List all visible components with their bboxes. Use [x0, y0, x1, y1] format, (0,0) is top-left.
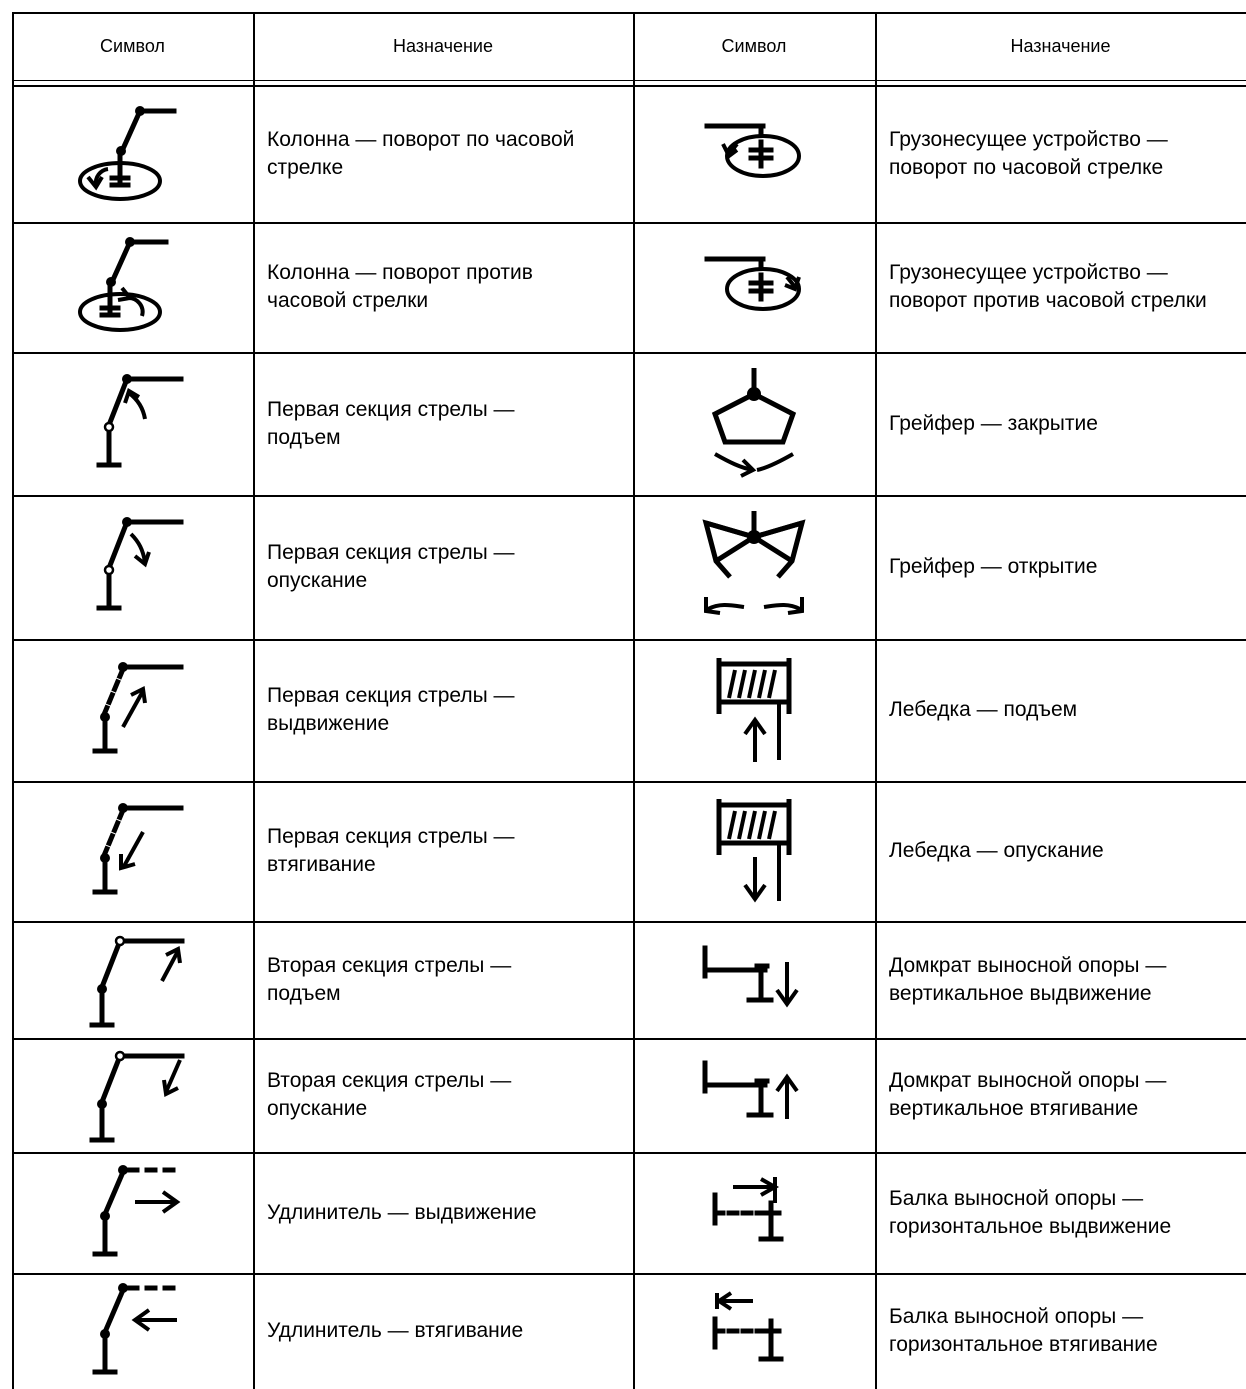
symbol-cell	[633, 1273, 875, 1389]
winch-lower-icon	[709, 791, 799, 911]
symbol-cell	[633, 1038, 875, 1152]
purpose-text	[267, 1067, 511, 1123]
symbol-cell	[12, 352, 253, 495]
column-divider	[253, 12, 255, 1389]
purpose-cell	[875, 86, 1246, 222]
purpose-cell	[875, 1038, 1246, 1152]
purpose-line: Грузонесущее устройство —	[889, 261, 1168, 284]
purpose-line: Вторая секция стрелы —	[267, 953, 512, 977]
purpose-line: стрелке	[267, 156, 344, 179]
column-rotate-counterclockwise-icon	[78, 232, 188, 342]
purpose-line: опускание	[267, 569, 368, 592]
purpose-text	[889, 696, 1077, 724]
purpose-line: втягивание	[267, 853, 376, 876]
purpose-line: опускание	[267, 1097, 368, 1120]
purpose-line: вертикальное втягивание	[889, 1097, 1139, 1120]
boom-first-section-retract-icon	[83, 796, 183, 906]
purpose-text	[889, 1303, 1158, 1359]
purpose-line: Балка выносной опоры —	[889, 1305, 1144, 1328]
row-divider	[12, 352, 1246, 354]
outrigger-jack-extend-icon	[699, 940, 809, 1020]
header-cell-1	[12, 12, 253, 80]
symbol-cell	[12, 1273, 253, 1389]
symbol-cell	[12, 495, 253, 639]
row-divider	[12, 639, 1246, 641]
purpose-line: Грузонесущее устройство —	[889, 128, 1168, 151]
row-divider	[12, 921, 1246, 923]
header-label: Назначение	[1010, 35, 1111, 56]
purpose-cell	[875, 352, 1246, 495]
column-divider	[12, 12, 14, 1389]
symbol-cell	[633, 921, 875, 1038]
symbol-cell	[633, 495, 875, 639]
purpose-line: Удлинитель — втягивание	[267, 1319, 524, 1342]
outrigger-beam-retract-icon	[709, 1291, 799, 1371]
column-divider	[633, 12, 635, 1389]
header-rule-2	[12, 85, 1246, 87]
symbol-cell	[12, 86, 253, 222]
purpose-line: Первая секция стрелы —	[267, 541, 515, 564]
purpose-cell	[253, 781, 633, 921]
purpose-cell	[253, 352, 633, 495]
row-divider	[12, 1038, 1246, 1040]
purpose-line: Лебедка — опускание	[889, 839, 1104, 862]
boom-first-section-lower-icon	[83, 512, 183, 622]
winch-hoist-icon	[709, 650, 799, 770]
row-divider	[12, 222, 1246, 224]
row-divider	[12, 495, 1246, 497]
purpose-text	[267, 1199, 537, 1227]
row-divider	[12, 1152, 1246, 1154]
purpose-cell	[875, 781, 1246, 921]
purpose-cell	[253, 921, 633, 1038]
purpose-text	[889, 410, 1098, 438]
purpose-text	[889, 1185, 1171, 1241]
boom-first-section-raise-icon	[83, 369, 183, 479]
purpose-line: Вторая секция стрелы —	[267, 1069, 512, 1092]
purpose-line: Удлинитель — выдвижение	[267, 1200, 537, 1224]
purpose-text	[889, 1067, 1166, 1123]
purpose-line: поворот по часовой стрелке	[889, 156, 1164, 179]
symbol-cell	[633, 222, 875, 352]
purpose-cell	[253, 1273, 633, 1389]
purpose-line: Грейфер — закрытие	[889, 411, 1098, 435]
outrigger-beam-extend-icon	[709, 1173, 799, 1253]
purpose-text	[267, 126, 574, 182]
purpose-cell	[253, 222, 633, 352]
symbol-cell	[12, 921, 253, 1038]
column-divider	[875, 12, 877, 1389]
row-divider	[12, 1273, 1246, 1275]
boom-first-section-extend-icon	[83, 655, 183, 765]
purpose-cell	[875, 1273, 1246, 1389]
purpose-line: вертикальное выдвижение	[889, 981, 1152, 1005]
purpose-cell	[253, 86, 633, 222]
symbol-cell	[633, 781, 875, 921]
purpose-line: часовой стрелки	[267, 289, 429, 312]
purpose-line: Первая секция стрелы —	[267, 825, 515, 848]
symbol-cell	[12, 222, 253, 352]
purpose-line: Колонна — поворот по часовой	[267, 128, 575, 151]
jib-extend-icon	[83, 1158, 183, 1268]
purpose-line: Первая секция стрелы —	[267, 397, 515, 421]
header-label: Назначение	[392, 35, 493, 56]
header-label: Символ	[100, 35, 165, 56]
header-label: Символ	[721, 35, 787, 56]
purpose-cell	[253, 495, 633, 639]
purpose-text	[889, 952, 1166, 1008]
column-rotate-clockwise-icon	[78, 99, 188, 209]
purpose-line: поворот против часовой стрелки	[889, 289, 1207, 312]
grab-open-icon	[694, 507, 814, 627]
symbol-cell	[633, 86, 875, 222]
purpose-line: Домкрат выносной опоры —	[889, 953, 1167, 977]
purpose-line: Первая секция стрелы —	[267, 684, 515, 707]
purpose-cell	[875, 1152, 1246, 1273]
purpose-cell	[875, 639, 1246, 781]
purpose-line: Домкрат выносной опоры —	[889, 1069, 1167, 1092]
boom-second-section-lower-icon	[78, 1040, 188, 1150]
purpose-line: горизонтальное втягивание	[889, 1333, 1158, 1356]
purpose-cell	[253, 1038, 633, 1152]
symbol-cell	[12, 1152, 253, 1273]
purpose-text	[267, 1317, 523, 1345]
table-top-border	[12, 12, 1246, 14]
purpose-cell	[875, 921, 1246, 1038]
purpose-cell	[253, 1152, 633, 1273]
purpose-line: подъем	[267, 981, 341, 1005]
purpose-line: выдвижение	[267, 712, 390, 735]
purpose-cell	[875, 222, 1246, 352]
symbol-cell	[633, 352, 875, 495]
jib-retract-icon	[83, 1276, 183, 1386]
purpose-text	[267, 396, 515, 452]
purpose-text	[267, 682, 515, 738]
purpose-line: Колонна — поворот против	[267, 261, 533, 284]
purpose-text	[889, 837, 1104, 865]
purpose-line: горизонтальное выдвижение	[889, 1214, 1172, 1238]
boom-second-section-raise-icon	[78, 925, 188, 1035]
load-device-rotate-counterclockwise-icon	[699, 247, 809, 327]
grab-close-icon	[699, 364, 809, 484]
purpose-text	[889, 553, 1097, 581]
outrigger-jack-retract-icon	[699, 1055, 809, 1135]
purpose-cell	[875, 495, 1246, 639]
purpose-line: подъем	[267, 425, 341, 449]
purpose-text	[267, 823, 515, 879]
row-divider	[12, 781, 1246, 783]
purpose-line: Балка выносной опоры —	[889, 1186, 1144, 1210]
symbol-cell	[633, 1152, 875, 1273]
symbol-cell	[12, 639, 253, 781]
symbol-cell	[633, 639, 875, 781]
purpose-text	[267, 952, 511, 1008]
purpose-cell	[253, 639, 633, 781]
header-cell-4	[875, 12, 1246, 80]
purpose-text	[889, 126, 1168, 182]
purpose-text	[889, 259, 1207, 315]
header-rule-1	[12, 80, 1246, 81]
purpose-line: Лебедка — подъем	[889, 698, 1078, 721]
purpose-text	[267, 259, 533, 315]
symbol-cell	[12, 1038, 253, 1152]
load-device-rotate-clockwise-icon	[699, 114, 809, 194]
symbol-cell	[12, 781, 253, 921]
purpose-line: Грейфер — открытие	[889, 555, 1098, 578]
purpose-text	[267, 539, 515, 595]
header-cell-2	[253, 12, 633, 80]
header-cell-3	[633, 12, 875, 80]
